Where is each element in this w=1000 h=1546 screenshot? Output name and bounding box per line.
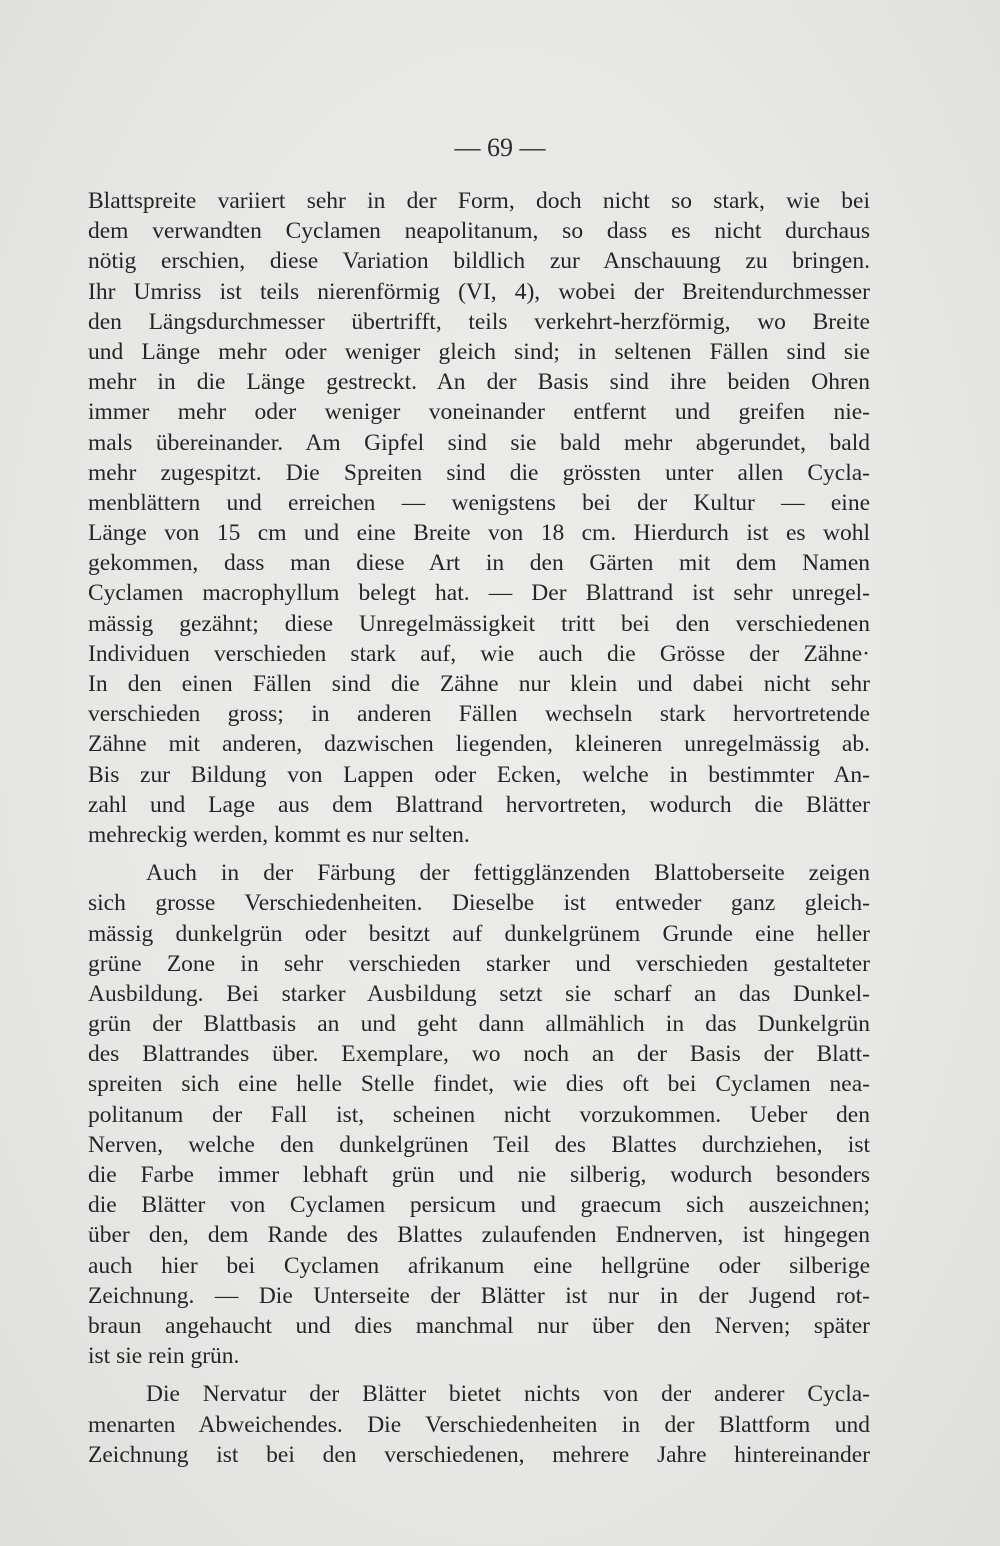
text-line: und Länge mehr oder weniger gleich sind; in seltenen Fällen sind sie <box>88 338 870 365</box>
text-line: Die Nervatur der Blätter bietet nichts von der anderer Cycla- <box>146 1381 870 1408</box>
text-line: In den einen Fällen sind die Zähne nur klein und dabei nicht sehr <box>88 671 870 697</box>
text-line: Zähne mit anderen, dazwischen liegenden, kleineren unregelmässig ab. <box>88 731 870 758</box>
text-line: nötig erschien, diese Variation bildlich zur Anschauung zu bringen. <box>88 248 870 275</box>
text-line: auch hier bei Cyclamen afrikanum eine hellgrüne oder silberige <box>88 1252 870 1279</box>
text-line: mässig gezähnt; diese Unregelmässigkeit tritt bei den verschiedenen <box>88 610 870 637</box>
paragraph <box>88 1379 870 1470</box>
text-line: dem verwandten Cyclamen neapolitanum, so dass es nicht durchaus <box>88 218 870 245</box>
text-line: braun angehaucht und dies manchmal nur über den Nerven; später <box>88 1312 870 1339</box>
text-line: menarten Abweichendes. Die Verschiedenheiten in der Blattform und <box>88 1411 870 1438</box>
text-line: den Längsdurchmesser übertrifft, teils verkehrt-herzförmig, wo Breite <box>88 308 870 335</box>
text-line: grün der Blattbasis an und geht dann allmählich in das Dunkelgrün <box>88 1011 870 1038</box>
text-line: mehr zugespitzt. Die Spreiten sind die grössten unter allen Cycla- <box>88 459 870 486</box>
page-number: — 69 — <box>454 133 546 162</box>
text-line: die Blätter von Cyclamen persicum und graecum sich auszeichnen; <box>88 1192 870 1219</box>
text-line: menblättern und erreichen — wenigstens bei der Kultur — eine <box>88 489 870 516</box>
paragraph-gap <box>88 850 870 858</box>
text-line: mehr in die Länge gestreckt. An der Basis sind ihre beiden Ohren <box>88 369 870 396</box>
text-line: mässig dunkelgrün oder besitzt auf dunkelgrünem Grunde eine heller <box>88 920 870 947</box>
text-line: mals übereinander. Am Gipfel sind sie bald mehr abgerundet, bald <box>88 429 870 456</box>
text-line: Ausbildung. Bei starker Ausbildung setzt sie scharf an das Dunkel- <box>88 980 870 1007</box>
text-line: über den, dem Rande des Blattes zulaufenden Endnerven, ist hingegen <box>88 1222 870 1249</box>
text-line: Cyclamen macrophyllum belegt hat. — Der Blattrand ist sehr unregel- <box>88 580 870 607</box>
text-line: ist sie rein grün. <box>88 1343 240 1370</box>
text-line: spreiten sich eine helle Stelle findet, wie dies oft bei Cyclamen nea- <box>88 1071 870 1098</box>
text-line: immer mehr oder weniger voneinander entfernt und greifen nie- <box>88 399 870 426</box>
text-line: Ihr Umriss ist teils nierenförmig (VI, 4), wobei der Breitendurchmesser <box>88 278 870 305</box>
text-line: des Blattrandes über. Exemplare, wo noch an der Basis der Blatt- <box>88 1041 870 1068</box>
body-text <box>88 186 870 1470</box>
text-line: die Farbe immer lebhaft grün und nie silberig, wodurch besonders <box>88 1162 870 1188</box>
text-line: sich grosse Verschiedenheiten. Dieselbe ist entweder ganz gleich- <box>88 890 870 917</box>
text-line: Zeichnung. — Die Unterseite der Blätter ist nur in der Jugend rot- <box>88 1282 870 1309</box>
paragraph <box>88 186 870 850</box>
text-line: grüne Zone in sehr verschieden starker und verschieden gestalteter <box>88 950 870 977</box>
text-line: Zeichnung ist bei den verschiedenen, mehrere Jahre hintereinander <box>88 1441 870 1468</box>
text-line: politanum der Fall ist, scheinen nicht vorzukommen. Ueber den <box>88 1101 870 1128</box>
text-line: zahl und Lage aus dem Blattrand hervortreten, wodurch die Blätter <box>88 791 870 818</box>
text-line: Blattspreite variiert sehr in der Form, doch nicht so stark, wie bei <box>88 188 870 214</box>
text-line: Nerven, welche den dunkelgrünen Teil des Blattes durchziehen, ist <box>88 1131 870 1158</box>
text-line: gekommen, dass man diese Art in den Gärten mit dem Namen <box>88 550 870 577</box>
text-line: Auch in der Färbung der fettigglänzenden Blattoberseite zeigen <box>146 860 870 887</box>
paragraph <box>88 858 870 1371</box>
text-line: verschieden gross; in anderen Fällen wechseln stark hervortretende <box>88 701 870 728</box>
text-line: Individuen verschieden stark auf, wie auch die Grösse der Zähne· <box>88 640 870 667</box>
text-line: mehreckig werden, kommt es nur selten. <box>88 821 470 848</box>
text-line: Länge von 15 cm und eine Breite von 18 cm. Hierdurch ist es wohl <box>88 520 870 547</box>
paragraph-gap <box>88 1371 870 1379</box>
text-line: Bis zur Bildung von Lappen oder Ecken, welche in bestimmter An- <box>88 761 870 788</box>
